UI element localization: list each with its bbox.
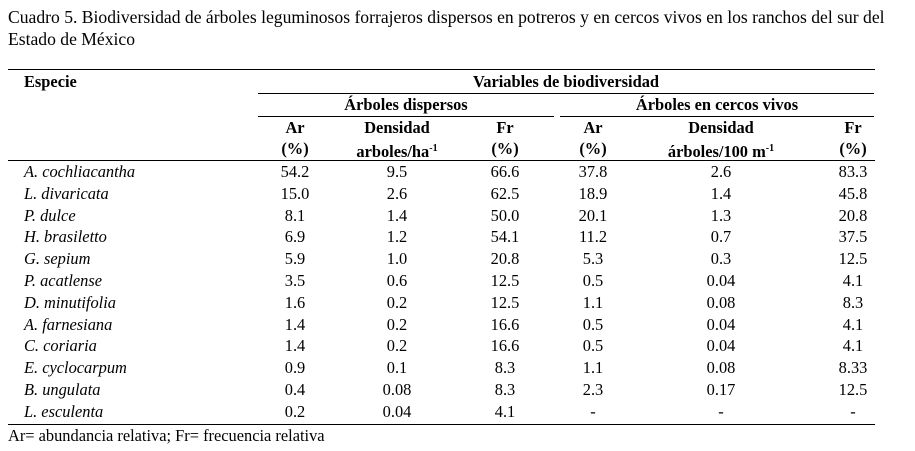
subgroup-rule-dispersos	[258, 116, 554, 117]
species-cell: B. ungulata	[24, 380, 101, 399]
value-cell: 0.17	[706, 380, 736, 399]
column-header-line2	[783, 139, 915, 159]
value-cell: 0.08	[382, 380, 412, 399]
subgroup-rule-cercos	[560, 116, 874, 117]
value-cell: 54.1	[490, 227, 520, 247]
column-header-line1: Fr	[844, 118, 862, 137]
value-cell: 5.9	[284, 249, 306, 269]
value-cell: 2.6	[710, 162, 732, 181]
value-cell: 2.3	[582, 380, 604, 399]
value-cell: 0.5	[582, 314, 604, 334]
value-cell: 62.5	[490, 183, 520, 203]
value-cell: 0.5	[582, 336, 604, 356]
value-cell: 8.33	[838, 358, 868, 378]
value-cell: 0.08	[706, 292, 736, 312]
table-caption: Cuadro 5. Biodiversidad de árboles leguminosos forrajeros dispersos en potreros y en cercos vivos en los ranchos del sur del Estado de México	[8, 7, 885, 49]
species-cell: A. farnesiana	[24, 314, 113, 334]
value-cell: 0.7	[710, 227, 732, 247]
value-cell: 37.8	[578, 162, 608, 181]
column-header-line1: Densidad	[688, 118, 754, 137]
value-cell: 1.0	[386, 249, 408, 269]
value-cell: 5.3	[582, 249, 604, 269]
value-cell: 1.4	[386, 205, 408, 225]
species-cell: P. acatlense	[24, 271, 102, 290]
value-cell: 0.2	[386, 292, 408, 312]
column-header-superscript: -1	[429, 143, 438, 154]
column-header-unit: (%)	[491, 139, 519, 158]
value-cell: 4.1	[842, 314, 864, 334]
column-header-line1: Ar	[285, 118, 305, 137]
value-cell: 0.04	[706, 271, 736, 290]
species-cell: C. coriaria	[24, 336, 97, 356]
column-header-superscript: -1	[765, 143, 775, 154]
value-cell: 4.1	[842, 271, 864, 290]
value-cell: 50.0	[490, 205, 520, 225]
value-cell: 0.04	[706, 314, 736, 334]
species-cell: A. cochliacantha	[24, 162, 136, 181]
value-cell: 0.6	[386, 271, 408, 290]
value-cell: 1.2	[386, 227, 408, 247]
value-cell: 15.0	[280, 183, 310, 203]
value-cell: 11.2	[578, 227, 608, 247]
column-header-unit: (%)	[839, 139, 867, 158]
value-cell: 1.1	[582, 292, 604, 312]
table-top-rule	[8, 69, 875, 70]
value-cell: 12.5	[490, 271, 520, 290]
value-cell: 54.2	[280, 162, 310, 181]
value-cell: 0.2	[284, 401, 306, 421]
value-cell: 16.6	[490, 314, 520, 334]
value-cell: 4.1	[842, 336, 864, 356]
header-bottom-rule	[8, 160, 875, 161]
value-cell: 0.04	[706, 336, 736, 356]
value-cell: 18.9	[578, 183, 608, 203]
value-cell: 1.3	[710, 205, 732, 225]
column-header-line1: Ar	[583, 118, 603, 137]
column-header-unit: arboles/ha	[356, 142, 430, 161]
value-cell: 2.6	[386, 183, 408, 203]
species-cell: L. divaricata	[24, 183, 109, 203]
value-cell: 0.5	[582, 271, 604, 290]
value-cell: 0.3	[710, 249, 732, 269]
value-cell: 12.5	[490, 292, 520, 312]
column-header-unit: (%)	[579, 139, 607, 158]
value-cell: 8.3	[494, 358, 516, 378]
value-cell: 1.6	[284, 292, 306, 312]
value-cell: 16.6	[490, 336, 520, 356]
value-cell: 9.5	[386, 162, 408, 181]
subgroup-header-cercos: Árboles en cercos vivos	[635, 95, 799, 114]
column-header-line2	[651, 139, 791, 162]
value-cell: 1.4	[284, 336, 306, 356]
species-cell: D. minutifolia	[24, 292, 116, 312]
value-cell: 20.8	[838, 205, 868, 225]
value-cell: 3.5	[284, 271, 306, 290]
value-cell: 1.4	[710, 183, 732, 203]
subgroup-header-dispersos: Árboles dispersos	[344, 95, 468, 114]
value-cell: 8.1	[284, 205, 306, 225]
species-cell: H. brasiletto	[24, 227, 107, 247]
column-header-line1: Fr	[496, 118, 514, 137]
value-cell: 0.9	[284, 358, 306, 378]
value-cell: 0.2	[386, 336, 408, 356]
species-cell: P. dulce	[24, 205, 76, 225]
value-cell: 0.04	[382, 401, 412, 421]
value-cell: 0.2	[386, 314, 408, 334]
value-cell: 20.1	[578, 205, 608, 225]
column-header-line1: Densidad	[364, 118, 430, 137]
value-cell: -	[718, 401, 724, 421]
value-cell: 4.1	[494, 401, 516, 421]
value-cell: 66.6	[490, 162, 520, 181]
species-header: Especie	[24, 72, 77, 91]
value-cell: 37.5	[838, 227, 868, 247]
value-cell: 0.1	[386, 358, 408, 378]
value-cell: 45.8	[838, 183, 868, 203]
species-cell: G. sepium	[24, 249, 91, 269]
table-bottom-rule	[8, 424, 875, 425]
value-cell: 1.1	[582, 358, 604, 378]
value-cell: 12.5	[838, 249, 868, 269]
column-header-unit: árboles/100 m	[667, 142, 766, 161]
species-cell: E. cyclocarpum	[24, 358, 127, 378]
value-cell: -	[590, 401, 596, 421]
column-header-line2	[523, 139, 663, 159]
value-cell: 1.4	[284, 314, 306, 334]
value-cell: 0.08	[706, 358, 736, 378]
value-cell: 20.8	[490, 249, 520, 269]
value-cell: 83.3	[838, 162, 868, 181]
value-cell: 6.9	[284, 227, 306, 247]
group-header: Variables de biodiversidad	[472, 72, 660, 91]
value-cell: 12.5	[838, 380, 868, 399]
value-cell: 8.3	[494, 380, 516, 399]
value-cell: 8.3	[842, 292, 864, 312]
value-cell: -	[850, 401, 856, 421]
column-header-unit: (%)	[281, 139, 309, 158]
group-header-rule	[258, 93, 874, 94]
species-cell: L. esculenta	[24, 401, 104, 421]
footnote: Ar= abundancia relativa; Fr= frecuencia relativa	[8, 426, 325, 445]
value-cell: 0.4	[284, 380, 306, 399]
